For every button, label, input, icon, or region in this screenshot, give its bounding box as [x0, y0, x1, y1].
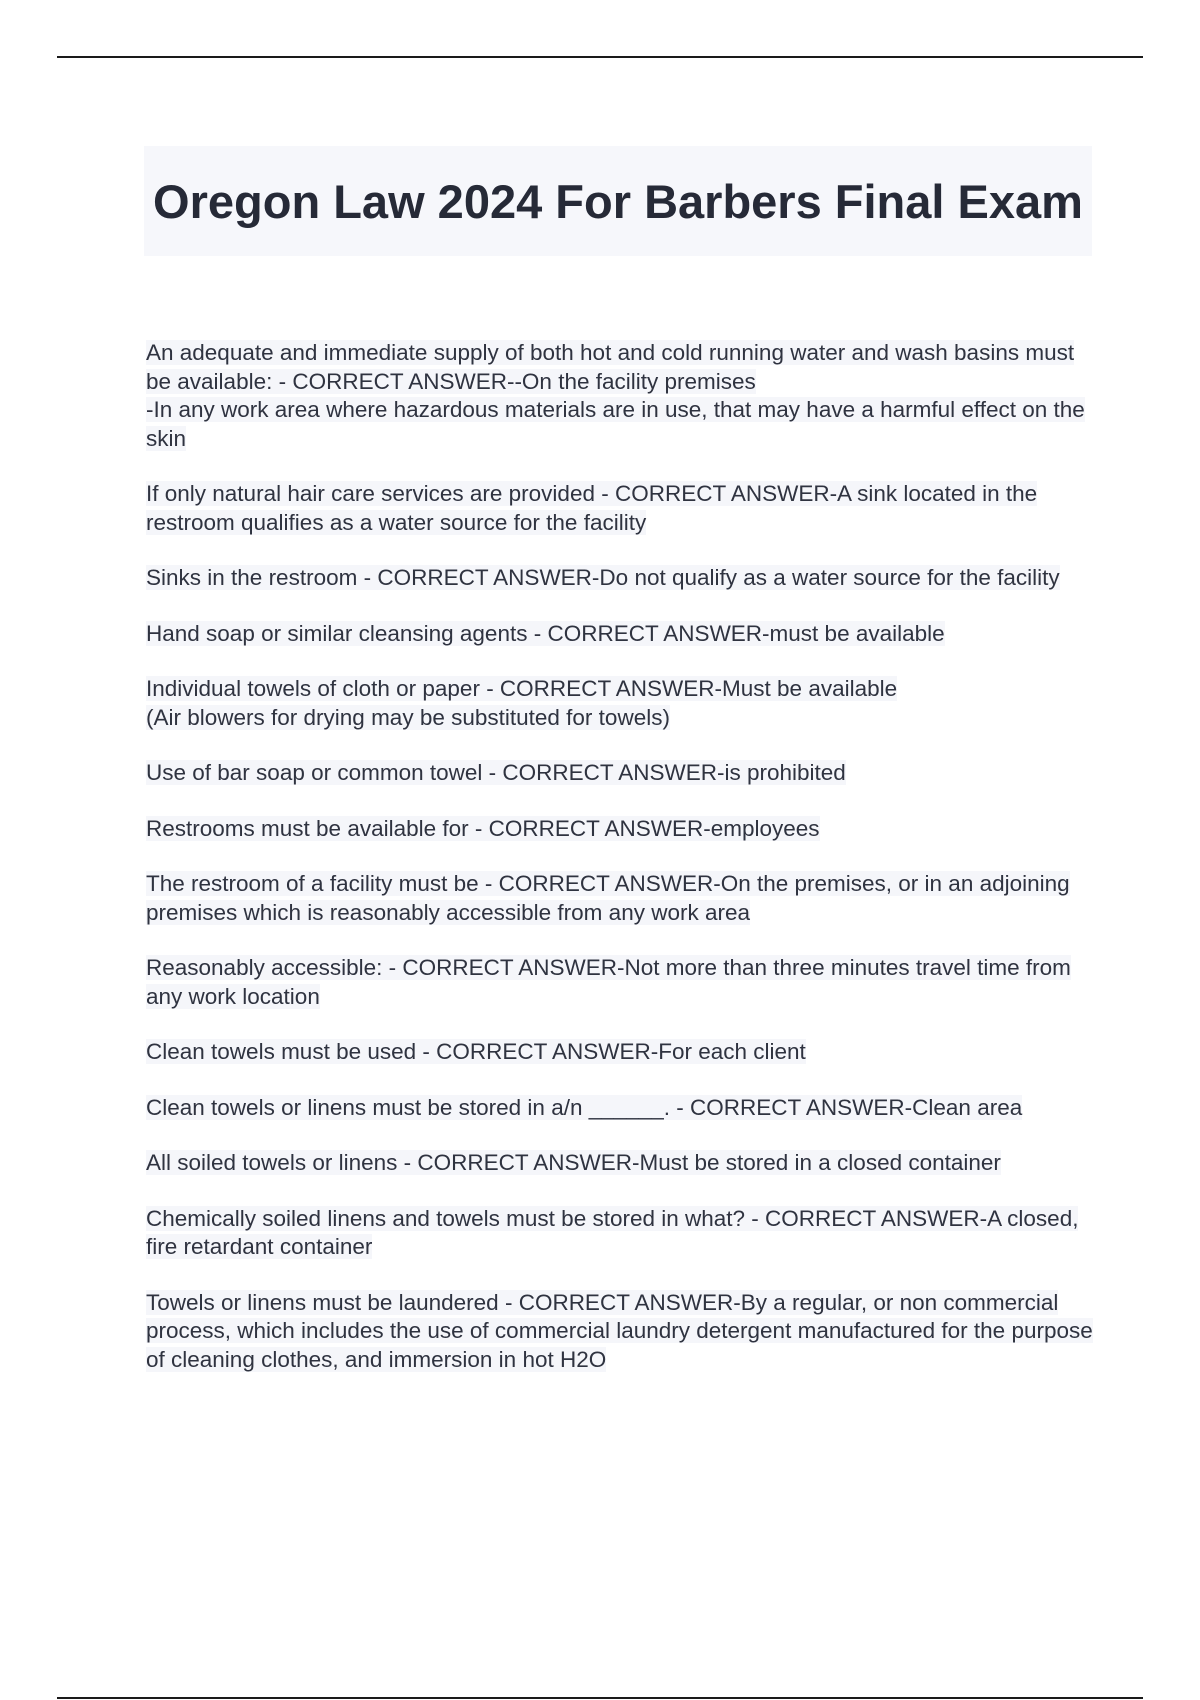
qa-item-1	[146, 339, 1096, 453]
qa-item-2	[146, 480, 1096, 537]
qa-item-9	[146, 954, 1096, 1011]
qa-item-11	[146, 1094, 1096, 1123]
qa-text: Clean towels or linens must be stored in a/n ______. - CORRECT ANSWER-Clean area	[146, 1094, 1023, 1120]
qa-item-5	[146, 675, 1096, 732]
qa-text: Sinks in the restroom - CORRECT ANSWER-Do not qualify as a water source for the facility	[146, 565, 1060, 590]
qa-item-10	[146, 1038, 1096, 1067]
qa-text: Towels or linens must be laundered - CORRECT ANSWER-By a regular, or non commercial process, which includes the use of commercial laundry detergent manufactured for the purpose of cleaning clothes, and immersion in hot H2O	[146, 1289, 1093, 1372]
qa-item-4	[146, 620, 1096, 649]
qa-text: All soiled towels or linens - CORRECT ANSWER-Must be stored in a closed container	[146, 1150, 1001, 1175]
page-title: Oregon Law 2024 For Barbers Final Exam	[153, 174, 1083, 228]
qa-text: An adequate and immediate supply of both hot and cold running water and wash basins must be available: - CORRECT ANSWER--On the facility premises -In any work area where hazardous materials are in use, that may have a harmful effect on the skin	[146, 340, 1085, 451]
qa-item-12	[146, 1149, 1096, 1178]
qa-item-8	[146, 870, 1096, 927]
top-rule	[57, 56, 1143, 58]
qa-text: Chemically soiled linens and towels must be stored in what? - CORRECT ANSWER-A closed, fire retardant container	[146, 1205, 1079, 1259]
qa-text: If only natural hair care services are provided - CORRECT ANSWER-A sink located in the restroom qualifies as a water source for the facility	[146, 481, 1038, 535]
qa-text: The restroom of a facility must be - CORRECT ANSWER-On the premises, or in an adjoining premises which is reasonably accessible from any work area	[146, 871, 1070, 925]
qa-item-3	[146, 564, 1096, 593]
qa-text: Clean towels must be used - CORRECT ANSWER-For each client	[146, 1039, 806, 1064]
qa-text: Reasonably accessible: - CORRECT ANSWER-Not more than three minutes travel time from any work location	[146, 955, 1071, 1009]
title-banner	[144, 146, 1092, 256]
qa-item-7	[146, 815, 1096, 844]
qa-text: Individual towels of cloth or paper - CORRECT ANSWER-Must be available (Air blowers for drying may be substituted for towels)	[146, 676, 898, 730]
qa-text: Use of bar soap or common towel - CORRECT ANSWER-is prohibited	[146, 760, 846, 785]
qa-item-6	[146, 759, 1096, 788]
qa-text: Restrooms must be available for - CORRECT ANSWER-employees	[146, 815, 820, 841]
qa-text: Hand soap or similar cleansing agents - CORRECT ANSWER-must be available	[146, 620, 945, 646]
qa-item-14	[146, 1289, 1096, 1375]
bottom-rule	[57, 1697, 1143, 1699]
qa-item-13	[146, 1205, 1096, 1262]
qa-list	[146, 339, 1096, 1401]
